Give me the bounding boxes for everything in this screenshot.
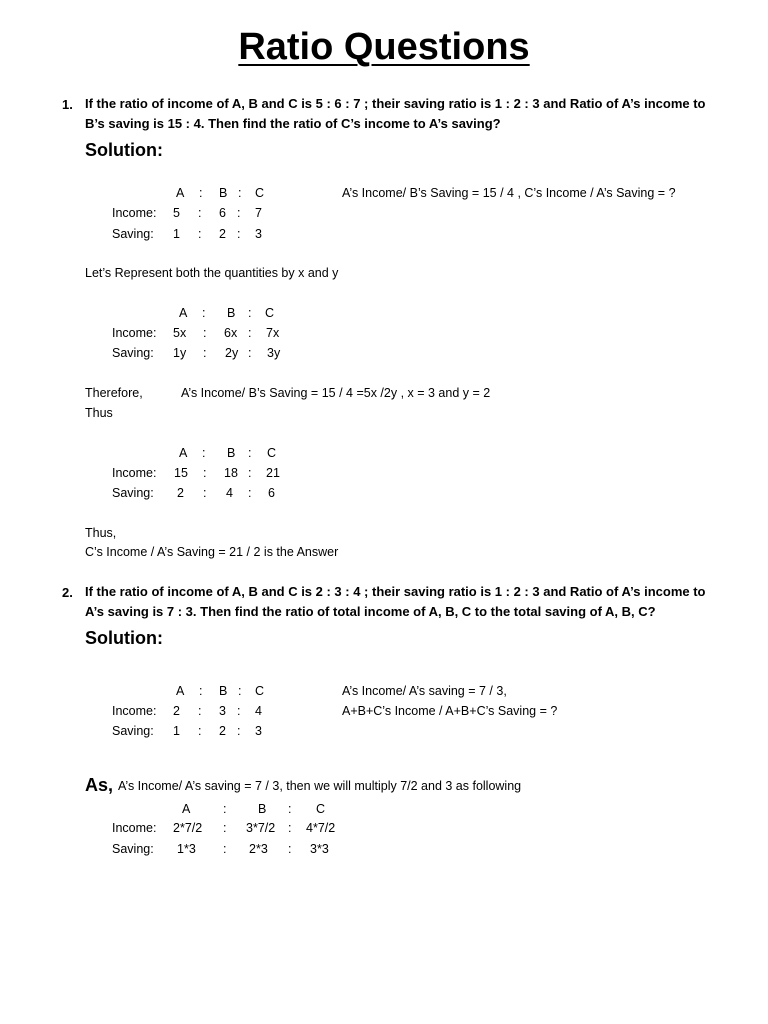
table-cell: : [198, 227, 202, 241]
table-header-sep: : [199, 684, 203, 698]
table-cell: : [248, 466, 252, 480]
table-cell: 4 [255, 704, 262, 718]
q2-given-note-1: A’s Income/ A’s saving = 7 / 3, [342, 684, 507, 698]
table-cell: 2 [177, 486, 184, 500]
table-cell: 1 [173, 227, 180, 241]
table-cell: 2 [173, 704, 180, 718]
table-cell: : [198, 704, 202, 718]
table-cell: 4 [226, 486, 233, 500]
table-header-b: B [227, 446, 236, 460]
table-header-sep: : [248, 446, 252, 460]
table-cell: 2y [225, 346, 239, 360]
table-cell: 3*7/2 [246, 821, 276, 835]
row-label-saving: Saving: [112, 346, 154, 360]
table-cell: 3y [267, 346, 281, 360]
table-header-a: A [176, 186, 185, 200]
row-label-saving: Saving: [112, 486, 154, 500]
table-header-a: A [176, 684, 185, 698]
table-cell: : [237, 227, 241, 241]
table-header-b: B [258, 802, 267, 816]
table-cell: 15 [174, 466, 188, 480]
table-cell: 6x [224, 326, 238, 340]
table-header-c: C [255, 186, 265, 200]
table-cell: : [248, 346, 252, 360]
question-1-line-2: B’s saving is 15 : 4. Then find the ratio of C’s income to A’s saving? [85, 116, 501, 131]
table-cell: : [248, 326, 252, 340]
table-cell: 2 [219, 227, 226, 241]
table-cell: : [288, 821, 292, 835]
table-header-b: B [219, 684, 228, 698]
q2-given-note-2: A+B+C’s Income / A+B+C’s Saving = ? [342, 704, 558, 718]
table-cell: 3*3 [310, 842, 329, 856]
table-cell: 2*3 [249, 842, 268, 856]
q1-thus-label-2: Thus, [85, 526, 117, 540]
table-cell: 5x [173, 326, 187, 340]
table-cell: 7x [266, 326, 280, 340]
question-2-number: 2. [62, 585, 73, 600]
question-2-line-1: If the ratio of income of A, B and C is 2 : 3 : 4 ; their saving ratio is 1 : 2 : 3 and Ratio of A’s income to [85, 584, 706, 599]
table-cell: 6 [219, 206, 226, 220]
table-cell: : [288, 842, 292, 856]
q1-represent-text: Let’s Represent both the quantities by x and y [85, 266, 339, 280]
table-header-sep: : [202, 306, 206, 320]
table-header-sep: : [238, 186, 242, 200]
solution-1-heading: Solution: [85, 140, 163, 160]
table-cell: : [223, 821, 227, 835]
table-cell: : [203, 346, 207, 360]
table-cell: 5 [173, 206, 180, 220]
table-cell: : [198, 206, 202, 220]
table-cell: 4*7/2 [306, 821, 336, 835]
row-label-saving: Saving: [112, 842, 154, 856]
table-header-a: A [179, 446, 188, 460]
table-cell: : [203, 486, 207, 500]
table-cell: : [198, 724, 202, 738]
question-1-line-1: If the ratio of income of A, B and C is 5 : 6 : 7 ; their saving ratio is 1 : 2 : 3 and Ratio of A’s income to [85, 96, 706, 111]
table-cell: 1y [173, 346, 187, 360]
row-label-income: Income: [112, 466, 157, 480]
table-cell: : [237, 724, 241, 738]
table-cell: : [203, 466, 207, 480]
q2-as-text: A’s Income/ A’s saving = 7 / 3, then we will multiply 7/2 and 3 as following [118, 779, 522, 793]
table-cell: : [237, 704, 241, 718]
table-cell: : [223, 842, 227, 856]
q1-therefore-label: Therefore, [85, 386, 143, 400]
question-1-number: 1. [62, 97, 73, 112]
table-header-sep: : [199, 186, 203, 200]
table-cell: 1*3 [177, 842, 196, 856]
row-label-saving: Saving: [112, 724, 154, 738]
table-header-c: C [255, 684, 265, 698]
table-cell: 3 [255, 724, 262, 738]
table-cell: : [248, 486, 252, 500]
table-cell: 3 [255, 227, 262, 241]
table-header-b: B [219, 186, 228, 200]
table-header-sep: : [288, 802, 292, 816]
q1-given-note: A’s Income/ B’s Saving = 15 / 4 , C’s Income / A’s Saving = ? [342, 186, 676, 200]
row-label-income: Income: [112, 704, 157, 718]
table-cell: 3 [219, 704, 226, 718]
row-label-income: Income: [112, 326, 157, 340]
table-cell: : [237, 206, 241, 220]
q1-answer: C’s Income / A’s Saving = 21 / 2 is the Answer [85, 545, 339, 559]
row-label-income: Income: [112, 821, 157, 835]
table-cell: 2*7/2 [173, 821, 203, 835]
table-header-c: C [316, 802, 326, 816]
row-label-saving: Saving: [112, 227, 154, 241]
question-2-line-2: A’s saving is 7 : 3. Then find the ratio of total income of A, B, C to the total saving of A, B, C? [85, 604, 656, 619]
table-cell: : [203, 326, 207, 340]
table-header-sep: : [202, 446, 206, 460]
table-header-b: B [227, 306, 236, 320]
page-title: Ratio Questions [238, 26, 530, 68]
table-header-c: C [267, 446, 277, 460]
table-header-c: C [265, 306, 275, 320]
table-header-a: A [182, 802, 191, 816]
table-cell: 6 [268, 486, 275, 500]
table-cell: 2 [219, 724, 226, 738]
table-cell: 7 [255, 206, 262, 220]
table-header-sep: : [238, 684, 242, 698]
table-cell: 21 [266, 466, 280, 480]
table-cell: 18 [224, 466, 238, 480]
solution-2-heading: Solution: [85, 628, 163, 648]
q1-therefore-text: A’s Income/ B’s Saving = 15 / 4 =5x /2y , x = 3 and y = 2 [181, 386, 491, 400]
row-label-income: Income: [112, 206, 157, 220]
table-header-sep: : [248, 306, 252, 320]
table-header-a: A [179, 306, 188, 320]
table-header-sep: : [223, 802, 227, 816]
q1-thus-label: Thus [85, 406, 113, 420]
q2-as-label: As, [85, 775, 114, 795]
table-cell: 1 [173, 724, 180, 738]
